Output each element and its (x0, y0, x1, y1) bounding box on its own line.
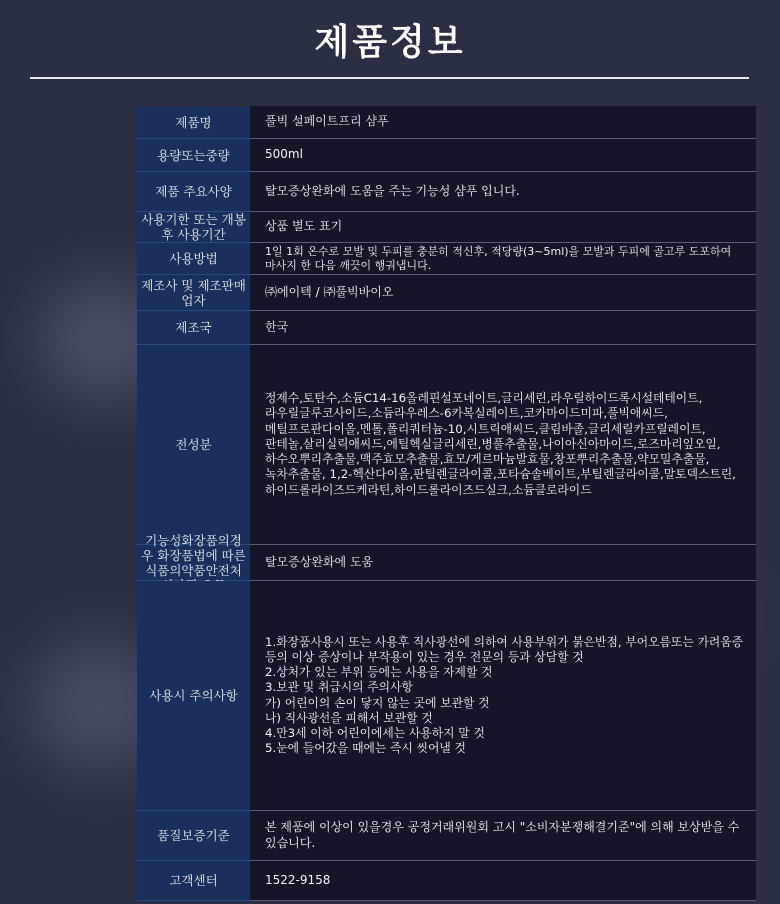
ingredient-line: 녹차추출물, 1,2-헥산다이올,판틸렌글라이콜,포타슘솔베이트,부틸렌글라이콜,말토덱스트린, (265, 467, 736, 482)
label-ingredients: 전성분 (137, 345, 250, 545)
label-country: 제조국 (137, 311, 250, 345)
ingredient-line: 정제수,토탄수,소듐C14-16올레핀설포네이트,글리세린,라우릴하이드록시설데테이트, (265, 391, 703, 406)
ingredient-line: 하이드롤라이즈드케라틴,하이드롤라이즈드실크,소듐클로라이드 (265, 482, 592, 497)
label-volume: 용량또는중량 (137, 139, 250, 172)
value-ingredients (250, 345, 756, 545)
usage-line: 마사지 한 다음 깨끗이 행궈냅니다. (265, 258, 432, 272)
label-product-name: 제품명 (137, 106, 250, 139)
row-country (137, 311, 756, 345)
label-expiry: 사용기한 또는 개봉후 사용기간 (137, 212, 250, 243)
row-expiry (137, 212, 756, 243)
ingredient-line: 하수오뿌리추출물,맥주효모추출물,효모/게르마늄발효물,창포뿌리추출물,약모밀추출물, (265, 452, 710, 467)
precaution-line: 등의 이상 증상이나 부작용이 있는 경우 전문의 등과 상담할 것 (265, 649, 584, 664)
value-manufacturer: ㈜에이텍 / ㈜풀빅바이오 (250, 275, 756, 311)
row-precautions (137, 581, 756, 811)
precaution-line: 4.만3세 이하 어린이에세는 사용하지 말 것 (265, 725, 485, 740)
precaution-line: 5.눈에 들어갔을 때에는 즉시 씻어낼 것 (265, 741, 466, 756)
value-functional-review: 탈모증상완화에 도움 (250, 545, 756, 581)
row-ingredients (137, 345, 756, 545)
label-main-spec: 제품 주요사양 (137, 172, 250, 212)
usage-line: 1일 1회 온수로 모발 및 두피를 충분히 적신후, 적당량(3~5ml)을 모발과 두피에 골고루 도포하여 (265, 245, 732, 258)
value-customer-center: 1522-9158 (250, 861, 756, 901)
ingredient-line: 메틸프로판다이올,멘톨,폴리쿼터늄-10,시트릭애씨드,클림바졸,글리세릴카프릴레이트, (265, 421, 706, 436)
title-divider (30, 77, 749, 79)
row-product-name (137, 106, 756, 139)
value-precautions (250, 581, 756, 811)
ingredient-line: 판테놀,살리실릭애씨드,에틸헥실글리세린,병풀추출물,나이아신아마이드,로즈마리잎오일, (265, 436, 721, 451)
row-main-spec (137, 172, 756, 212)
row-manufacturer (137, 275, 756, 311)
page-title: 제품정보 (314, 22, 466, 63)
row-usage (137, 243, 756, 275)
product-info-table (137, 106, 756, 901)
precaution-line: 가) 어린이의 손이 닿지 않는 곳에 보관할 것 (265, 695, 490, 710)
row-quality-standard (137, 811, 756, 861)
value-volume: 500ml (250, 139, 756, 172)
quality-line: 본 제품에 이상이 있을경우 공정거래위원회 고시 "소비자분쟁해결기준"에 의해 보상받을 수 (265, 820, 740, 834)
value-country: 한국 (250, 311, 756, 345)
value-quality-standard (250, 811, 756, 861)
precaution-line: 1.화장품사용시 또는 사용후 직사광선에 의하여 사용부위가 붉은반점, 부어오름또는 가려움증 (265, 634, 744, 649)
label-quality-standard: 품질보증기준 (137, 811, 250, 861)
label-customer-center: 고객센터 (137, 861, 250, 901)
label-functional-review: 우 화장품법에 따른 식품의약품안전처 (137, 545, 250, 581)
label-usage: 사용방법 (137, 243, 250, 275)
ingredient-line: 라우릴글루코사이드,소듐라우레스-6카복실레이트,코카마이드미파,풀빅애씨드, (265, 406, 668, 421)
row-volume (137, 139, 756, 172)
label-manufacturer: 제조사 및 제조판매업자 (137, 275, 250, 311)
label-precautions: 사용시 주의사항 (137, 581, 250, 811)
precaution-line: 3.보관 및 취급시의 주의사항 (265, 680, 413, 695)
precaution-line: 나) 직사광선을 피해서 보관할 것 (265, 710, 433, 725)
row-customer-center (137, 861, 756, 901)
row-functional-review (137, 545, 756, 581)
value-usage (250, 243, 756, 275)
value-expiry: 상품 별도 표기 (250, 212, 756, 243)
quality-line: 있습니다. (265, 835, 316, 850)
value-main-spec: 탈모증상완화에 도움을 주는 기능성 샴푸 입니다. (250, 172, 756, 212)
value-product-name: 풀빅 설페이트프리 샴푸 (250, 106, 756, 139)
precaution-line: 2.상처가 있는 부위 등에는 사용을 자제할 것 (265, 665, 493, 680)
